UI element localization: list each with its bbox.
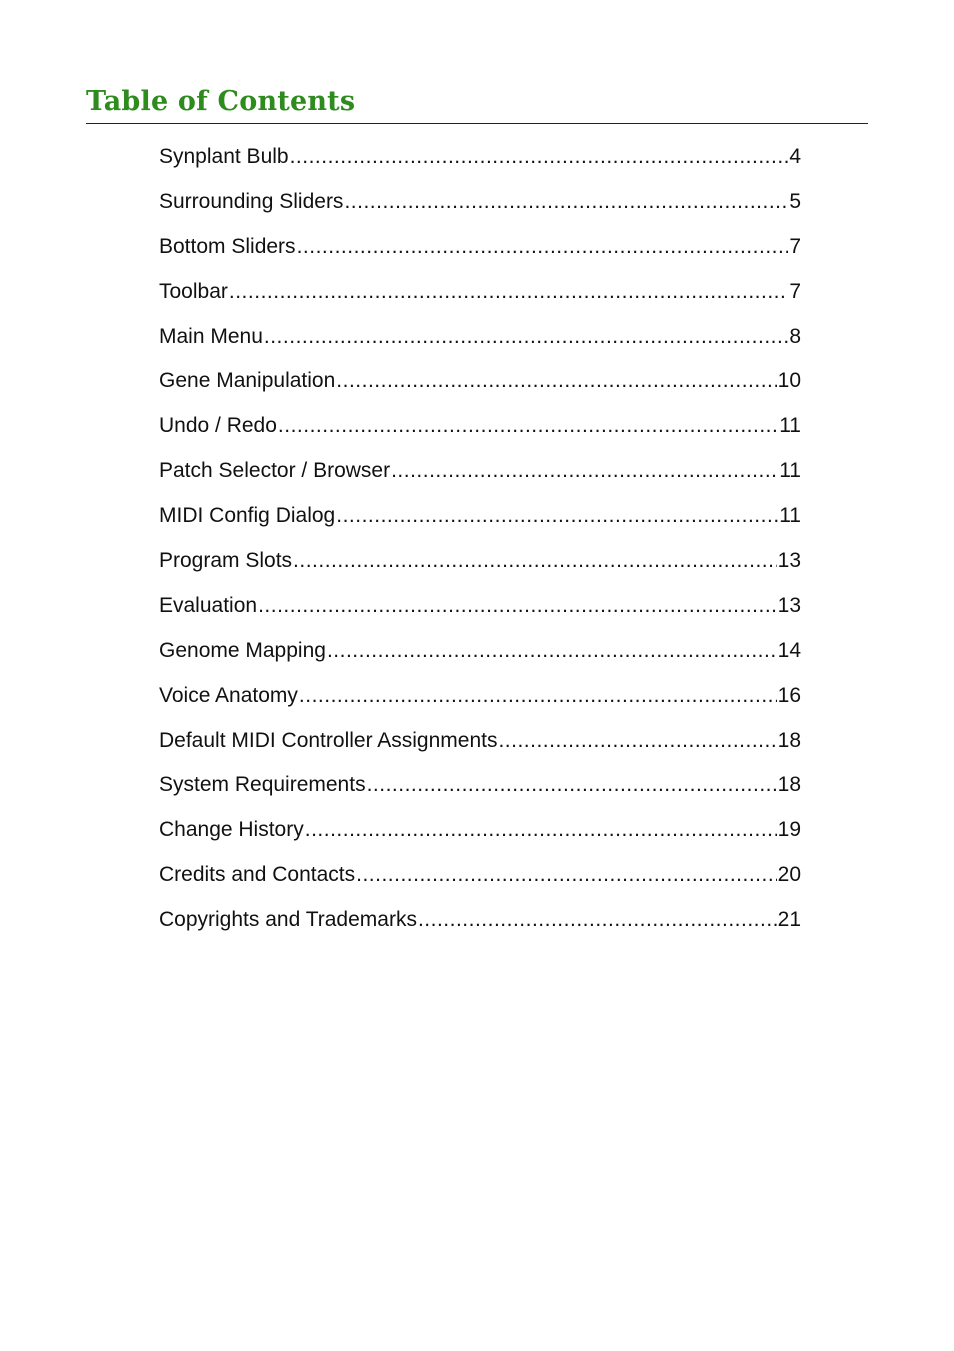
toc-dot-leader [258,591,777,621]
toc-dot-leader [336,366,776,396]
toc-dot-leader [367,770,777,800]
toc-entry-surrounding-sliders[interactable] [159,187,801,232]
toc-page-number: 7 [789,279,801,303]
toc-dot-leader [305,815,777,845]
toc-dot-leader [229,277,788,307]
toc-entry-label: Surrounding Sliders [159,189,344,213]
page-title: Table of Contents [86,86,356,117]
toc-page-number: 20 [777,863,801,887]
toc-entry-label: Patch Selector / Browser [159,459,391,483]
toc-page-number: 19 [777,818,801,842]
toc-dot-leader [418,905,777,935]
toc-entry-label: Change History [159,818,304,842]
toc-page-number: 13 [777,549,801,573]
toc-dot-leader [278,411,778,441]
toc-list [159,142,801,950]
toc-entry-label: Evaluation [159,593,258,617]
toc-entry-change-history[interactable] [159,815,801,860]
toc-dot-leader [293,546,777,576]
toc-entry-label: Gene Manipulation [159,369,336,393]
toc-dot-leader [299,681,777,711]
toc-page-number: 5 [789,189,801,213]
toc-entry-program-slots[interactable] [159,546,801,591]
toc-entry-label: Voice Anatomy [159,683,298,707]
toc-entry-label: Copyrights and Trademarks [159,908,417,932]
toc-entry-evaluation[interactable] [159,591,801,636]
toc-entry-system-requirements[interactable] [159,770,801,815]
toc-dot-leader [264,322,788,352]
toc-entry-undo-redo[interactable] [159,411,801,456]
toc-page-number: 14 [777,638,801,662]
toc-entry-toolbar[interactable] [159,277,801,322]
toc-page-number: 18 [777,773,801,797]
toc-dot-leader [344,187,788,217]
toc-entry-label: Bottom Sliders [159,234,296,258]
toc-entry-label: Default MIDI Controller Assignments [159,728,498,752]
toc-entry-voice-anatomy[interactable] [159,681,801,726]
toc-entry-label: Toolbar [159,279,228,303]
toc-page-number: 11 [779,459,801,483]
toc-page-number: 8 [789,324,801,348]
toc-page-number: 21 [777,908,801,932]
toc-dot-leader [290,142,789,172]
toc-entry-synplant-bulb[interactable] [159,142,801,187]
toc-page-number: 4 [789,145,801,168]
toc-page-number: 18 [777,728,801,752]
toc-entry-genome-mapping[interactable] [159,636,801,681]
toc-entry-gene-manipulation[interactable] [159,366,801,411]
toc-page-number: 13 [777,593,801,617]
toc-entry-main-menu[interactable] [159,322,801,367]
toc-entry-copyrights-and-trademarks[interactable] [159,905,801,950]
title-divider [86,123,868,124]
toc-entry-label: Genome Mapping [159,638,326,662]
toc-dot-leader [391,456,778,486]
toc-entry-label: System Requirements [159,773,366,797]
toc-entry-label: Synplant Bulb [159,145,289,168]
toc-entry-midi-config-dialog[interactable] [159,501,801,546]
toc-page-number: 7 [789,234,801,258]
toc-entry-label: MIDI Config Dialog [159,504,336,528]
toc-page-number: 16 [777,683,801,707]
toc-entry-label: Main Menu [159,324,263,348]
toc-page-number: 11 [779,504,801,528]
toc-dot-leader [327,636,777,666]
toc-entry-label: Undo / Redo [159,414,277,438]
toc-dot-leader [336,501,778,531]
toc-page-number: 10 [777,369,801,393]
toc-dot-leader [297,232,789,262]
toc-dot-leader [356,860,777,890]
toc-dot-leader [498,726,776,756]
toc-entry-default-midi-controller-assignments[interactable] [159,726,801,771]
toc-entry-label: Program Slots [159,549,293,573]
toc-entry-credits-and-contacts[interactable] [159,860,801,905]
toc-entry-bottom-sliders[interactable] [159,232,801,277]
toc-entry-patch-selector-browser[interactable] [159,456,801,501]
toc-entry-label: Credits and Contacts [159,863,356,887]
toc-page-number: 11 [779,414,801,438]
